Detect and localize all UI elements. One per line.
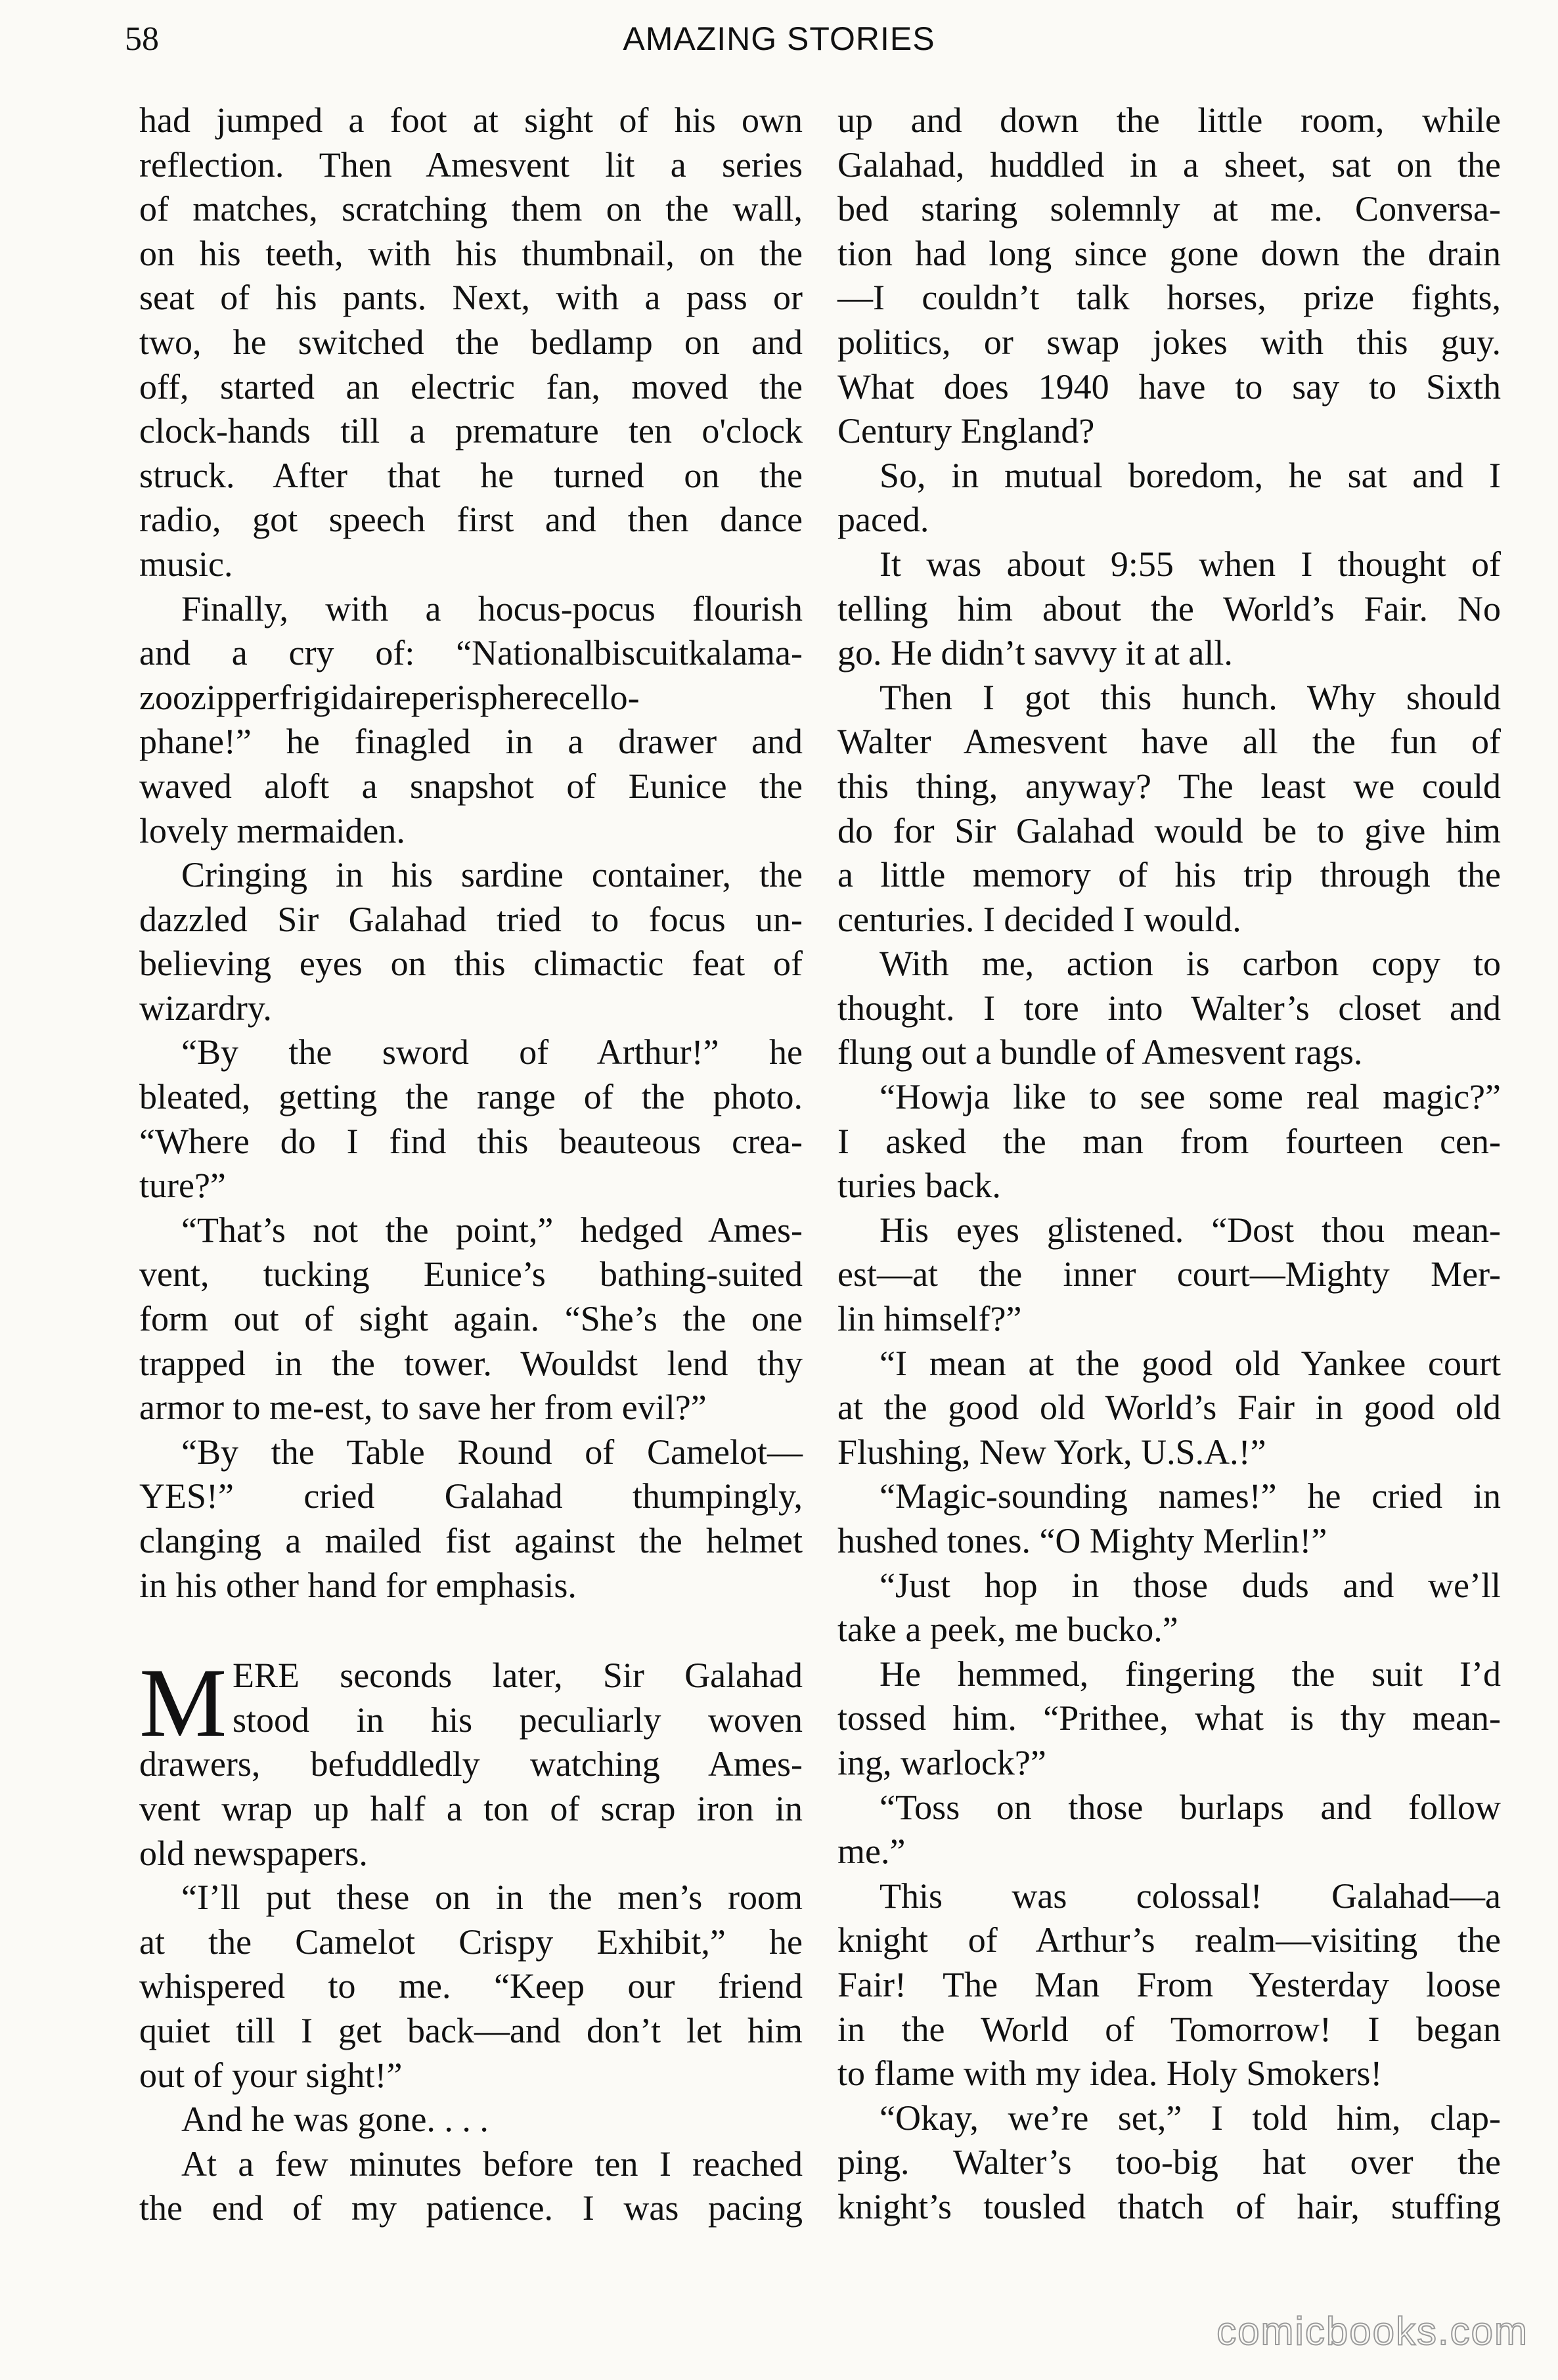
text-line: bed staring solemnly at me. Conversa- bbox=[837, 189, 1501, 229]
text-line: knight’s tousled thatch of hair, stuffing bbox=[837, 2186, 1501, 2226]
text-line: form out of sight again. “She’s the one bbox=[139, 1299, 803, 1339]
text-line: So, in mutual boredom, he sat and I bbox=[879, 455, 1501, 495]
text-line: in his other hand for emphasis. bbox=[139, 1565, 577, 1605]
text-line: a little memory of his trip through the bbox=[837, 855, 1501, 895]
text-line: “Okay, we’re set,” I told him, clap- bbox=[879, 2098, 1501, 2138]
text-line: ing, warlock?” bbox=[837, 1742, 1046, 1782]
text-line: paced. bbox=[837, 500, 929, 540]
text-line: dazzled Sir Galahad tried to focus un- bbox=[139, 899, 803, 939]
text-line: do for Sir Galahad would be to give him bbox=[837, 810, 1501, 850]
page-number: 58 bbox=[125, 20, 159, 58]
text-line: had jumped a foot at sight of his own bbox=[139, 100, 803, 140]
text-line: ERE seconds later, Sir Galahad bbox=[233, 1656, 803, 1696]
section-break bbox=[139, 1608, 803, 1654]
text-line: reflection. Then Amesvent lit a series bbox=[139, 144, 803, 185]
text-line: flung out a bundle of Amesvent rags. bbox=[837, 1032, 1363, 1072]
text-line: Galahad, huddled in a sheet, sat on the bbox=[837, 144, 1501, 185]
text-line: tion had long since gone down the drain bbox=[837, 233, 1501, 273]
text-line: of matches, scratching them on the wall, bbox=[139, 189, 803, 229]
text-line: —I couldn’t talk horses, prize fights, bbox=[837, 278, 1501, 318]
page-header bbox=[0, 0, 1558, 99]
text-line: Finally, with a hocus-pocus flourish bbox=[181, 588, 803, 628]
text-line: knight of Arthur’s realm—visiting the bbox=[837, 1920, 1501, 1960]
text-line: turies back. bbox=[837, 1166, 1001, 1206]
text-line: and a cry of: “Nationalbiscuitkalama- bbox=[139, 633, 803, 673]
text-line: trapped in the tower. Wouldst lend thy bbox=[139, 1343, 803, 1383]
text-line: “By the sword of Arthur!” he bbox=[181, 1032, 803, 1072]
text-line: quiet till I get back—and don’t let him bbox=[139, 2010, 803, 2050]
text-line: vent wrap up half a ton of scrap iron in bbox=[139, 1788, 803, 1828]
text-line: whispered to me. “Keep our friend bbox=[139, 1966, 803, 2006]
text-line: Cringing in his sardine container, the bbox=[181, 855, 803, 895]
text-line: bleated, getting the range of the photo. bbox=[139, 1077, 803, 1117]
text-line: tossed him. “Prithee, what is thy mean- bbox=[837, 1698, 1501, 1738]
text-line: the end of my patience. I was pacing bbox=[139, 2188, 803, 2228]
text-line: YES!” cried Galahad thumpingly, bbox=[139, 1476, 803, 1516]
text-line: to flame with my idea. Holy Smokers! bbox=[837, 2054, 1383, 2094]
text-line: vent, tucking Eunice’s bathing-suited bbox=[139, 1254, 803, 1294]
drop-cap: M bbox=[139, 1648, 227, 1757]
text-line: ture?” bbox=[139, 1166, 226, 1206]
text-line: stood in his peculiarly woven bbox=[233, 1700, 803, 1740]
text-line: out of your sight!” bbox=[139, 2055, 403, 2095]
text-line: off, started an electric fan, moved the bbox=[139, 366, 803, 407]
text-line: And he was gone. . . . bbox=[181, 2100, 489, 2140]
text-line: take a peek, me bucko.” bbox=[837, 1610, 1178, 1650]
text-line: ping. Walter’s too-big hat over the bbox=[837, 2142, 1501, 2182]
text-line: lovely mermaiden. bbox=[139, 810, 405, 850]
text-line: He hemmed, fingering the suit I’d bbox=[879, 1654, 1501, 1694]
text-line: est—at the inner court—Mighty Mer- bbox=[837, 1254, 1501, 1294]
text-line: struck. After that he turned on the bbox=[139, 455, 803, 495]
text-line: “Where do I find this beauteous crea- bbox=[139, 1121, 803, 1161]
text-line: It was about 9:55 when I thought of bbox=[879, 544, 1501, 584]
text-line: clock-hands till a premature ten o'clock bbox=[139, 411, 803, 451]
text-line: in the World of Tomorrow! I began bbox=[837, 2009, 1501, 2049]
text-line: clanging a mailed fist against the helmet bbox=[139, 1521, 803, 1560]
text-line: His eyes glistened. “Dost thou mean- bbox=[879, 1210, 1501, 1250]
right-text-column bbox=[837, 99, 1501, 2230]
text-line: zoozipperfrigidaireperispherecello- bbox=[139, 677, 640, 717]
text-line: centuries. I decided I would. bbox=[837, 899, 1241, 939]
text-line: waved aloft a snapshot of Eunice the bbox=[139, 766, 803, 806]
text-line: “Magic-sounding names!” he cried in bbox=[879, 1476, 1501, 1516]
text-line: “Just hop in those duds and we’ll bbox=[879, 1565, 1501, 1605]
text-line: this thing, anyway? The least we could bbox=[837, 766, 1501, 806]
text-line: at the Camelot Crispy Exhibit,” he bbox=[139, 1922, 803, 1962]
text-line: believing eyes on this climactic feat of bbox=[139, 944, 803, 984]
text-line: seat of his pants. Next, with a pass or bbox=[139, 278, 803, 318]
text-line: up and down the little room, while bbox=[837, 100, 1501, 140]
text-line: lin himself?” bbox=[837, 1299, 1022, 1339]
text-line: drawers, befuddledly watching Ames- bbox=[139, 1744, 803, 1784]
running-head: AMAZING STORIES bbox=[623, 20, 935, 57]
text-line: “I’ll put these on in the men’s room bbox=[181, 1878, 803, 1918]
text-line: With me, action is carbon copy to bbox=[879, 944, 1501, 984]
text-line: telling him about the World’s Fair. No bbox=[837, 588, 1501, 628]
text-line: wizardry. bbox=[139, 988, 272, 1028]
text-line: thought. I tore into Walter’s closet and bbox=[837, 988, 1501, 1028]
text-line: “That’s not the point,” hedged Ames- bbox=[181, 1210, 803, 1250]
text-line: Then I got this hunch. Why should bbox=[879, 677, 1501, 717]
text-line: “Howja like to see some real magic?” bbox=[879, 1077, 1501, 1117]
text-line: phane!” he finagled in a drawer and bbox=[139, 722, 803, 762]
text-line: “Toss on those burlaps and follow bbox=[879, 1787, 1501, 1827]
text-line: Walter Amesvent have all the fun of bbox=[837, 722, 1501, 762]
watermark: comicbooks.com bbox=[1216, 2309, 1528, 2353]
text-line: radio, got speech first and then dance bbox=[139, 500, 803, 540]
text-line: Flushing, New York, U.S.A.!” bbox=[837, 1432, 1266, 1472]
text-line: old newspapers. bbox=[139, 1833, 368, 1873]
text-line: “I mean at the good old Yankee court bbox=[879, 1343, 1501, 1383]
text-line: Fair! The Man From Yesterday loose bbox=[837, 1964, 1501, 2004]
text-line: At a few minutes before ten I reached bbox=[181, 2144, 803, 2184]
text-line: two, he switched the bedlamp on and bbox=[139, 322, 803, 362]
text-line: This was colossal! Galahad—a bbox=[879, 1876, 1501, 1916]
text-line: on his teeth, with his thumbnail, on the bbox=[139, 233, 803, 273]
left-text-column bbox=[139, 99, 803, 2231]
text-line: politics, or swap jokes with this guy. bbox=[837, 322, 1501, 362]
text-line: Century England? bbox=[837, 411, 1095, 451]
text-line: armor to me-est, to save her from evil?” bbox=[139, 1388, 707, 1428]
text-line: I asked the man from fourteen cen- bbox=[837, 1121, 1501, 1161]
text-line: go. He didn’t savvy it at all. bbox=[837, 633, 1233, 673]
text-line: me.” bbox=[837, 1832, 906, 1872]
text-line: “By the Table Round of Camelot— bbox=[181, 1432, 803, 1472]
text-line: What does 1940 have to say to Sixth bbox=[837, 366, 1501, 407]
text-line: at the good old World’s Fair in good old bbox=[837, 1388, 1501, 1428]
text-line: music. bbox=[139, 544, 233, 584]
text-line: hushed tones. “O Mighty Merlin!” bbox=[837, 1521, 1327, 1560]
